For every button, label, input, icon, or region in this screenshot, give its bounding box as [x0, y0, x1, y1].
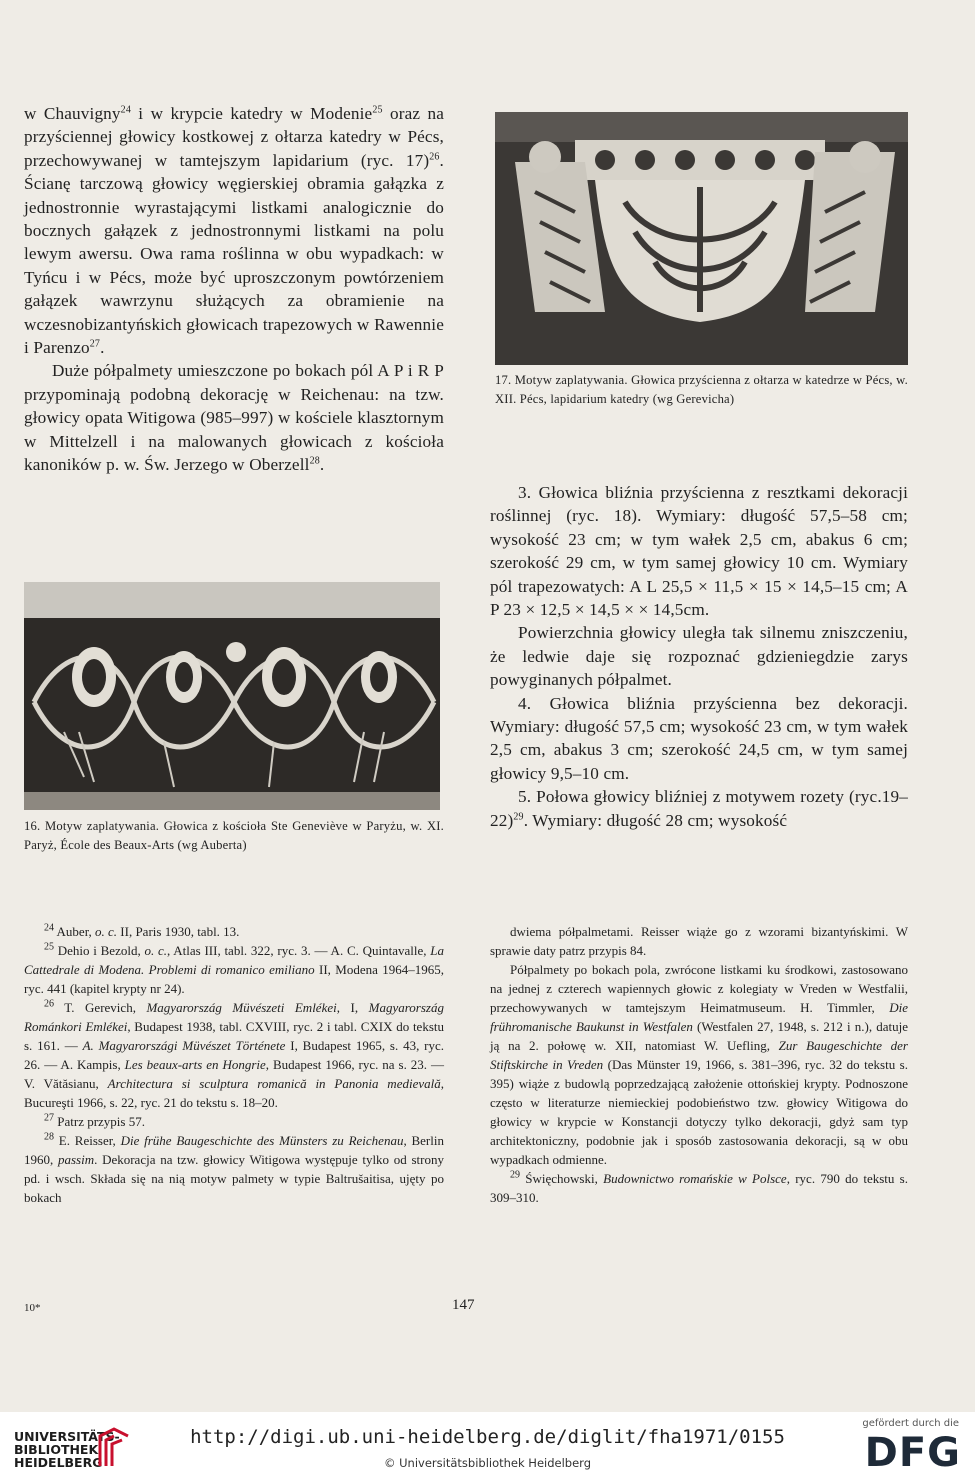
- figure-16-photo: [24, 582, 440, 810]
- footnote: $^{27}$ Patrz przypis 57.: [44, 1112, 145, 1129]
- footnote: $^{26}$ T. Gerevich, Magyarország Müvészeti Emlékei, I, Magyarország Románkori Emlékei, Budapest 1938, tabl. CXVIII, ryc. 2 i tabl. CXIX do tekstu s. 161. — A. Magyarországi Müvészet Története I, Budapest 1965, s. 43, ryc. 26. — A. Kampis, Les beaux-arts en Hongrie, Budapest 1966, ryc. na s. 23. — V. Vătăsianu, Architectura si sculptura romanică in Panonia medievală, Bucureşti 1966, s. 22, ryc. 21 do tekstu s. 18–20.: [24, 998, 445, 1110]
- paragraph-4: Powierzchnia głowicy uległa tak silnemu zniszczeniu, że ledwie daje się rozpoznać gdzieniegdzie zarys powyginanych półpalmet.: [490, 623, 908, 690]
- paragraph-2: Duże półpalmety umieszczone po bokach pól A P i R P przypominają podobną dekorację w Reichenau: na tzw. głowicy opata Witigowa (985–997) w kościele klasztornym w Mittelzell i na malowanych głowicach z kościoła kanoników p. w. Św. Jerzego w Oberzell$^{28}$.: [24, 361, 444, 475]
- paragraph-6: 5. Połowa głowicy bliźniej z motywem rozety $(ryc.19-22)^{29}$. Wymiary: długość 28 cm; wysokość: [490, 787, 908, 830]
- figure-16-caption: 16. Motyw zaplatywania. Głowica z kościoła Ste Geneviève w Paryżu, w. XI. Paryż, École des Beaux-Arts (wg Auberta): [24, 819, 444, 852]
- copyright-text: © Universitätsbibliothek Heidelberg: [383, 1456, 591, 1470]
- footnote: Półpalmety po bokach pola, zwrócone listkami ku środkowi, zastosowano na jednej z czterech wapiennych głowic z kolegiaty w Vreden w Westfalii, przechowywanych w tamtejszym Heimatmuseum. H. Timmler, Die frühromanische Baukunst in Westfalen (Westfalen 27, 1948, s. 212 i n.), datuje ją na 2. połowę w. XII, natomiast W. Uefling, Zur Baugeschichte der Stiftskirche in Vreden (Das Münster 19, 1966, s. 381–396, ryc. 32 do tekstu s. 395) wiąże z budowlą poprzedzającą założenie ottońskiej krypty. Podnoszone często w literaturze niemieckiej podobieństwo tzw. głowicy Witigowa do głowicy w krypcie w Konstancji dotyczy tylko dekoracji, gdyż sam typ architektoniczny, podobnie jak i sposób zastosowania dekoracji, są w obu wypadkach odmienne.: [490, 962, 908, 1167]
- funded-by-label: gefördert durch die: [862, 1418, 959, 1429]
- footnote: $^{25}$ Dehio i Bezold, o. c., Atlas III, tabl. 322, ryc. 3. — A. C. Quintavalle, La Cattedrale di Modena. Problemi di romanico emiliano II, Modena 1964–1965, ryc. 441 (kapitel krypty nr 24).: [24, 941, 445, 996]
- footnote: dwiema półpalmetami. Reisser wiąże go z wzorami bizantyńskimi. W sprawie daty patrz przypis 84.: [490, 924, 908, 958]
- figure-17-photo: [495, 112, 908, 365]
- left-text-column: [24, 102, 444, 477]
- permalink-url[interactable]: http://digi.ub.uni-heidelberg.de/diglit/fha1971/0155: [190, 1426, 785, 1448]
- library-logo-text: UNIVERSITÄTS- BIBLIOTHEK HEIDELBERG: [14, 1429, 120, 1470]
- footnote-ref: 25: [372, 104, 383, 116]
- footnote-ref: 29: [513, 810, 524, 822]
- paragraph-3: 3. Głowica bliźnia przyścienna z resztkami dekoracji roślinnej (ryc. 18). Wymiary: długość 57,5–58 cm; wysokość 23 cm; w tym wałek 2,5 cm, abakus 6 cm; szerokość 29 cm, w tym samej głowicy 10 cm. Wymiary pól trapezowatych: A L 25,5 × 11,5 × 15 × 14,5–15 cm; A P 23 × 12,5 × 14,5 × × 14,5cm.: [490, 483, 908, 620]
- figure-17-caption: 17. Motyw zaplatywania. Głowica przyścienna z ołtarza w katedrze w Pécs, w. XII. Pécs, lapidarium katedry (wg Gerevicha): [495, 373, 908, 406]
- paragraph-5: 4. Głowica bliźnia przyścienna bez dekoracji. Wymiary: długość 57,5 cm; wysokość 23 cm, w tym wałek 2,5 cm, abakus 3 cm; szerokość 24,5 cm, w tym samej głowicy 9,5–10 cm.: [490, 693, 908, 783]
- footer-bar: [0, 1412, 975, 1480]
- right-text-column: [490, 481, 908, 832]
- footnotes-left: [24, 922, 444, 1207]
- footnote: $^{24}$ Auber, o. c. II, Paris 1930, tabl. 13.: [44, 922, 240, 939]
- footnote-ref: 28: [309, 455, 320, 467]
- footnote-ref: 24: [120, 104, 131, 116]
- footnote: $^{29}$ Święchowski, Budownictwo romańskie w Polsce, ryc. 790 do tekstu s. 309–310.: [490, 1169, 908, 1205]
- page-number: 147: [452, 1297, 475, 1313]
- dfg-logo: DFG: [864, 1430, 961, 1476]
- footnotes-right: [490, 922, 908, 1207]
- footnote-ref: 26: [429, 151, 440, 163]
- footnote: $^{28}$ E. Reisser, Die frühe Baugeschichte des Münsters zu Reichenau, Berlin 1960, passim. Dekoracja na tzw. głowicy Witigowa występuje tylko od strony pd. i wsch. Składa się na nią motyw palmety w typie Baltrušaitisa, ujęty po bokach: [24, 1131, 444, 1205]
- footnote-ref: 27: [89, 338, 101, 350]
- sheet-signature: 10*: [24, 1302, 41, 1314]
- paragraph-1: w Chauvigny$^{24}$ i w krypcie katedry w Modenie$^{25}$ oraz na przyściennej głowicy kostkowej z ołtarza katedry w Pécs, przechowywanej w tamtejszym lapidarium (ryc. 17)$^{26}$. Ścianę tarczową głowicy węgierskiej obramia gałązka z jednostronnie wyrastającymi listkami analogicznie do bocznych gałązek z jednostronnymi listkami na polu lewym awersu. Owa rama roślinna w obu wypadkach: w Tyńcu i w Pécs, może być uproszczonym powtórzeniem gałązek wawrzynu służących za obramienie na wczesnobizantyńskich głowicach trapezowych w Rawennie i Parenzo$^{27}$.: [24, 104, 444, 358]
